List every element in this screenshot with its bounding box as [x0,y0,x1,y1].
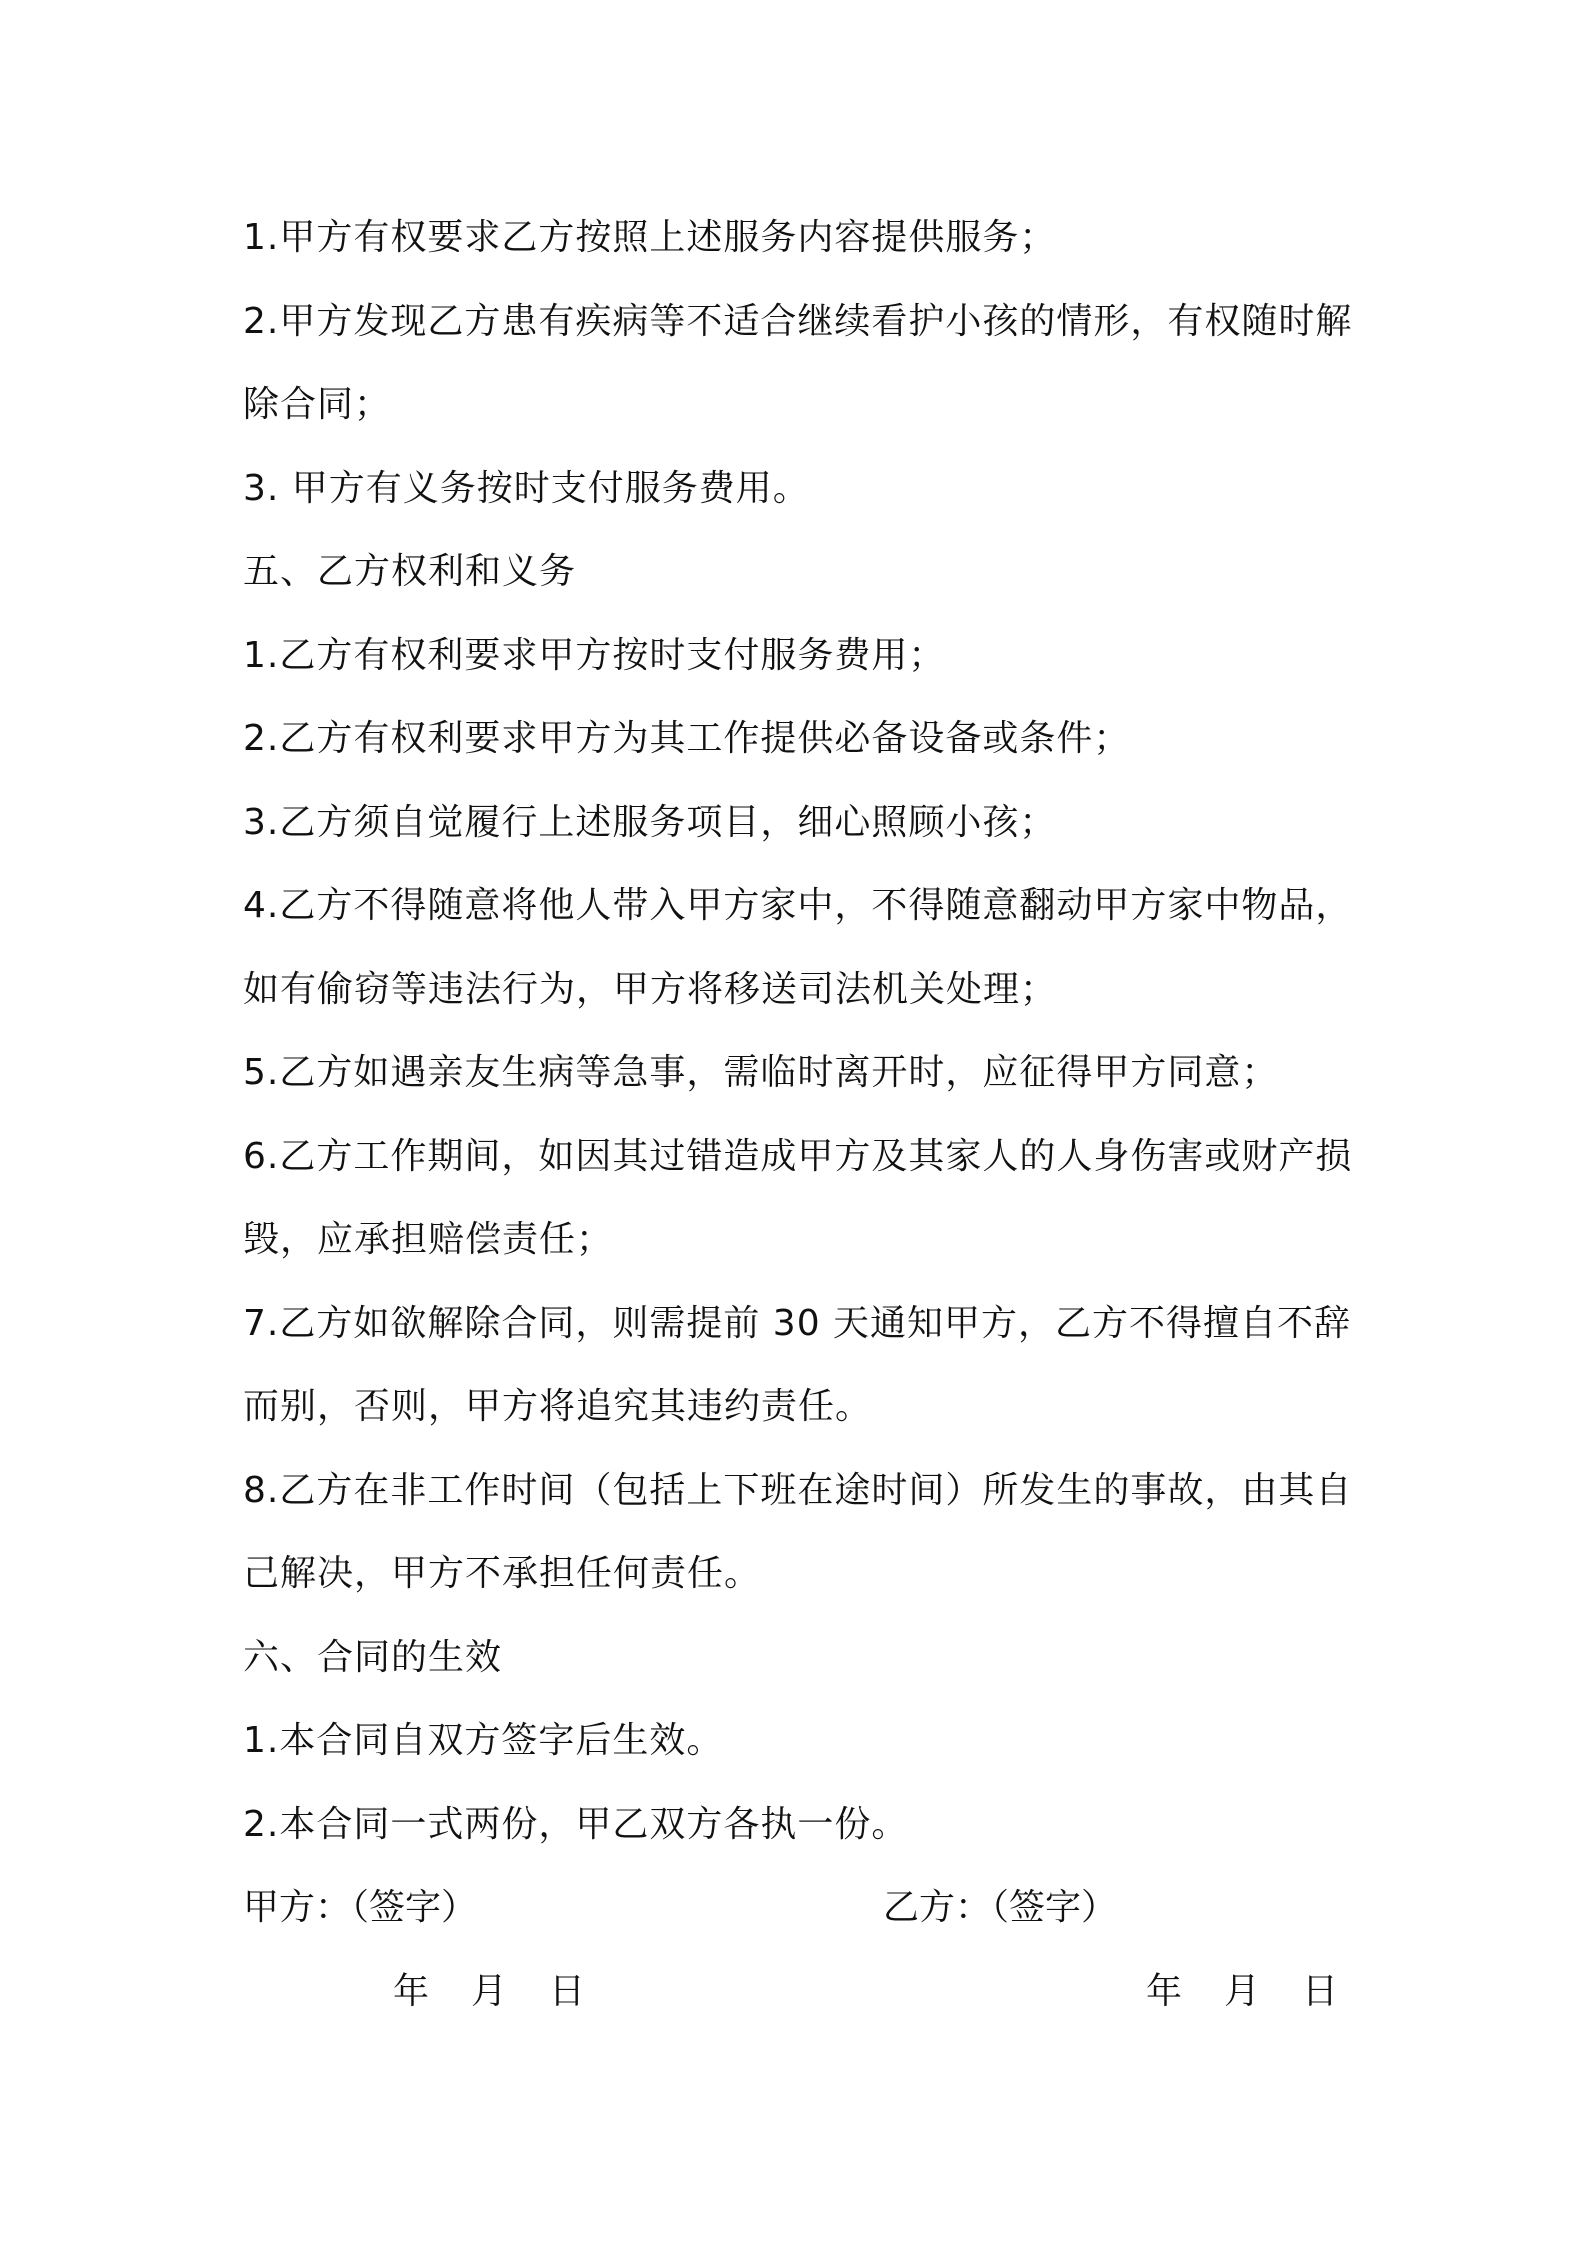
signature-row [243,1866,1363,1950]
day-label: 日 [549,1970,586,2012]
text-line: 6.乙方工作期间，如因其过错造成甲方及其家人的人身伤害或财产损 [243,1135,1353,1177]
text-line: 毁，应承担赔偿责任； [243,1219,614,1260]
section-heading: 五、乙方权利和义务 [243,551,577,592]
party-b-signature-label: 乙方：（签字） [883,1887,1118,1928]
text-line: 2.乙方有权利要求甲方为其工作提供必备设备或条件； [243,718,1131,759]
party-b-date [1146,1950,1338,2034]
date-row [243,1950,1363,2034]
text-line: 8.乙方在非工作时间（包括上下班在途时间）所发生的事故，由其自 [243,1469,1353,1511]
text-line: 己解决，甲方不承担任何责任。 [243,1553,762,1594]
year-label: 年 [393,1970,430,2012]
text-line: 5.乙方如遇亲友生病等急事，需临时离开时，应征得甲方同意； [243,1052,1279,1093]
party-a-signature-label: 甲方：（签字） [243,1887,478,1928]
party-a-date [393,1950,585,2034]
text-line: 2.甲方发现乙方患有疾病等不适合继续看护小孩的情形，有权随时解 [243,300,1353,342]
text-line: 3.乙方须自觉履行上述服务项目，细心照顾小孩； [243,801,1057,843]
section-heading: 六、合同的生效 [243,1636,503,1678]
month-label: 月 [1224,1970,1261,2012]
text-line: 2.本合同一式两份，甲乙双方各执一份。 [243,1803,909,1845]
text-line: 如有偷窃等违法行为，甲方将移送司法机关处理； [243,968,1058,1010]
text-line: 7.乙方如欲解除合同，则需提前 30 天通知甲方，乙方不得擅自不辞 [243,1302,1352,1344]
text-line: 1.甲方有权要求乙方按照上述服务内容提供服务； [243,217,1057,258]
month-label: 月 [471,1970,508,2012]
day-label: 日 [1302,1970,1339,2012]
text-line: 而别，否则，甲方将追究其违约责任。 [243,1386,873,1427]
text-line: 除合同； [243,384,392,425]
text-line: 1.乙方有权利要求甲方按时支付服务费用； [243,634,946,676]
text-line: 1.本合同自双方签字后生效。 [243,1720,724,1761]
document-body [243,196,1363,2033]
text-line: 3. 甲方有义务按时支付服务费用。 [243,467,810,509]
text-line: 4.乙方不得随意将他人带入甲方家中，不得随意翻动甲方家中物品， [243,885,1353,926]
year-label: 年 [1146,1970,1183,2012]
